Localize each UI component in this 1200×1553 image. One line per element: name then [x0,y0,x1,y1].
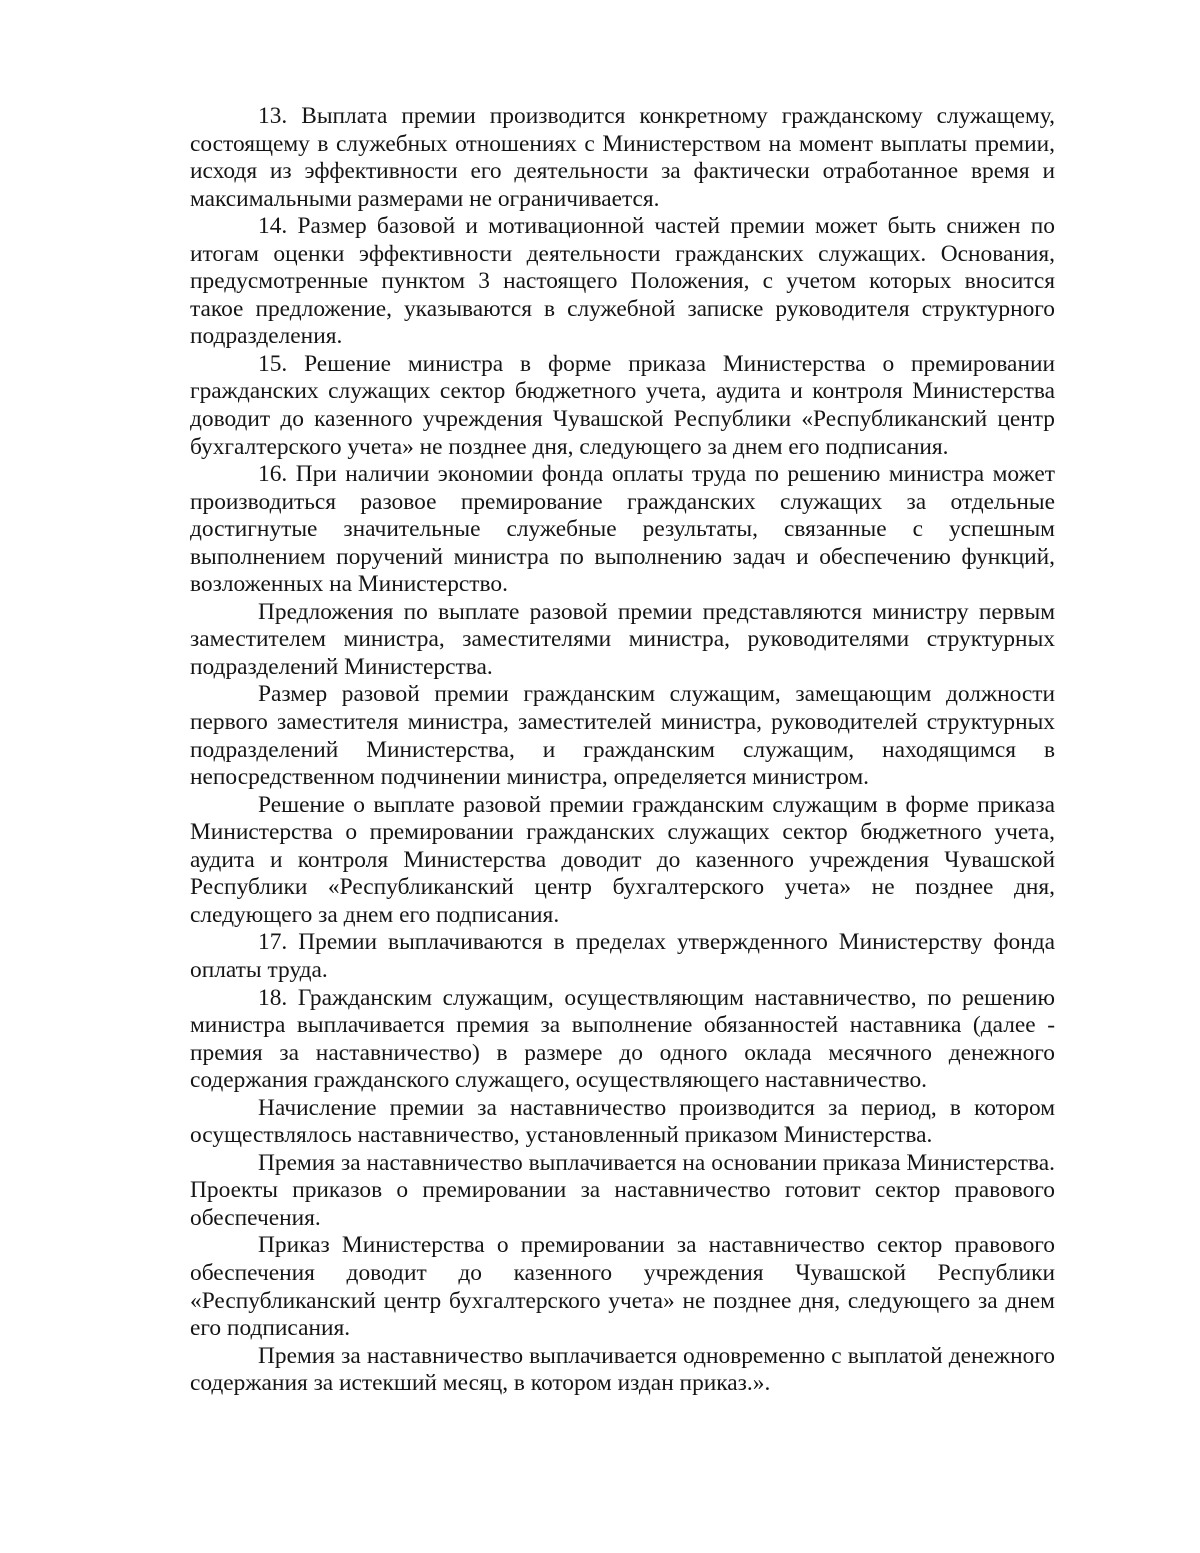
paragraph-one-time-bonus-amount: Размер разовой премии гражданским служащим, замещающим должности первого заместителя министра, заместителей министра, руководителей структурных подразделений Министерства, и гражданским служащим, находящимся в непосредственном подчинении министра, определяется министром. [190,681,1055,791]
paragraph-one-time-bonus-decision: Решение о выплате разовой премии гражданским служащим в форме приказа Министерства о премировании гражданских служащих сектор бюджетного учета, аудита и контроля Министерства доводит до казенного учреждения Чувашской Республики «Республиканский центр бухгалтерского учета» не позднее дня, следующего за днем его подписания. [190,791,1055,928]
paragraph-mentoring-accrual: Начисление премии за наставничество производится за период, в котором осуществлялось наставничество, установленный приказом Министерства. [190,1094,1055,1149]
paragraph-15-minister-decision: 15. Решение министра в форме приказа Министерства о премировании гражданских служащих сектор бюджетного учета, аудита и контроля Министерства доводит до казенного учреждения Чувашской Республики «Республиканский центр бухгалтерского учета» не позднее дня, следующего за днем его подписания. [190,350,1055,460]
paragraph-17-payroll-limits: 17. Премии выплачиваются в пределах утвержденного Министерству фонда оплаты труда. [190,929,1055,983]
paragraph-18-mentoring-bonus: 18. Гражданским служащим, осуществляющим наставничество, по решению министра выплачивается премия за выполнение обязанностей наставника (далее - премия за наставничество) в размере до одного оклада месячного денежного содержания гражданского служащего, осуществляющего наставничество. [190,984,1055,1094]
paragraph-13-payment: 13. Выплата премии производится конкретному гражданскому служащему, состоящему в служебных отношениях с Министерством на момент выплаты премии, исходя из эффективности его деятельности за фактически отработанное время и максимальными размерами не ограничивается. [190,103,1055,212]
paragraph-mentoring-order: Премия за наставничество выплачивается на основании приказа Министерства. Проекты приказов о премировании за наставничество готовит сектор правового обеспечения. [190,1149,1055,1231]
paragraph-mentoring-payment-timing: Премия за наставничество выплачивается одновременно с выплатой денежного содержания за истекший месяц, в котором издан приказ.». [190,1342,1055,1397]
paragraph-16-one-time-bonus: 16. При наличии экономии фонда оплаты труда по решению министра может производиться разовое премирование гражданских служащих за отдельные достигнутые значительные служебные результаты, связанные с успешным выполнением поручений министра по выполнению задач и обеспечению функций, возложенных на Министерство. [190,461,1055,598]
document-page [190,103,1055,1398]
paragraph-14-bonus-reduction: 14. Размер базовой и мотивационной частей премии может быть снижен по итогам оценки эффективности деятельности гражданских служащих. Основания, предусмотренные пунктом 3 настоящего Положения, с учетом которых вносится такое предложение, указываются в служебной записке руководителя структурного подразделения. [190,213,1055,350]
paragraph-one-time-bonus-proposals: Предложения по выплате разовой премии представляются министру первым заместителем министра, заместителями министра, руководителями структурных подразделений Министерства. [190,598,1055,680]
paragraph-mentoring-order-delivery: Приказ Министерства о премировании за наставничество сектор правового обеспечения доводит до казенного учреждения Чувашской Республики «Республиканский центр бухгалтерского учета» не позднее дня, следующего за днем его подписания. [190,1232,1055,1342]
